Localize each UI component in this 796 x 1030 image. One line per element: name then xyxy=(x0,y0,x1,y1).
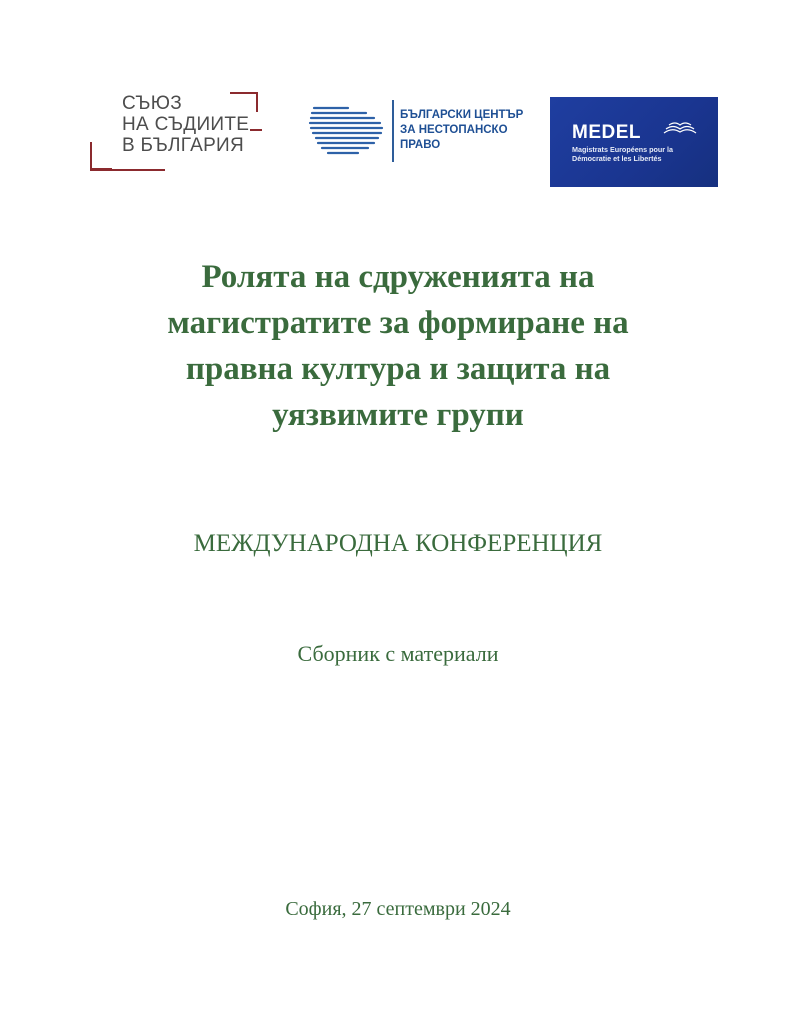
logo-divider xyxy=(392,100,394,162)
bcnl-logo-line-1: БЪЛГАРСКИ ЦЕНТЪР xyxy=(400,109,524,121)
conference-label: МЕЖДУНАРОДНА КОНФЕРЕНЦИЯ xyxy=(193,530,603,557)
title-line-3: правна култура и защита на xyxy=(185,351,611,387)
bulgaria-map-icon xyxy=(308,104,384,158)
medel-logo-name: MEDEL xyxy=(572,122,641,143)
title-line-1: Ролята на сдруженията на xyxy=(201,259,595,295)
bcnl-logo-line-2: ЗА НЕСТОПАНСКО xyxy=(400,124,508,136)
bcnl-logo-text xyxy=(400,108,523,153)
judges-union-logo-line-2: НА СЪДИИТЕ xyxy=(122,114,250,135)
judges-union-logo-line-3: В БЪЛГАРИЯ xyxy=(122,135,245,156)
logo-frame-bottom-line xyxy=(90,169,165,171)
place-and-date: София, 27 септември 2024 xyxy=(285,898,511,920)
bcnl-logo-line-3: ПРАВО xyxy=(400,139,441,151)
medel-subtitle-line-2: Démocratie et les Libertés xyxy=(572,154,662,163)
logo-frame-corner-top xyxy=(230,92,258,112)
judges-union-logo-line-1: СЪЮЗ xyxy=(122,93,182,114)
medel-subtitle-line-1: Magistrats Européens pour la xyxy=(572,145,674,154)
title-line-4: уязвимите групи xyxy=(272,397,524,433)
title-line-2: магистратите за формиране на xyxy=(167,305,629,341)
medel-logo-subtitle xyxy=(572,145,673,163)
open-book-icon xyxy=(662,119,698,137)
judges-union-logo xyxy=(90,92,270,174)
bcnl-logo xyxy=(308,100,538,170)
medel-logo xyxy=(550,97,718,187)
collection-label: Сборник с материали xyxy=(297,641,499,666)
logo-frame-dash xyxy=(250,129,262,131)
document-title xyxy=(0,254,796,438)
logo-frame-corner-bottom xyxy=(90,142,112,170)
